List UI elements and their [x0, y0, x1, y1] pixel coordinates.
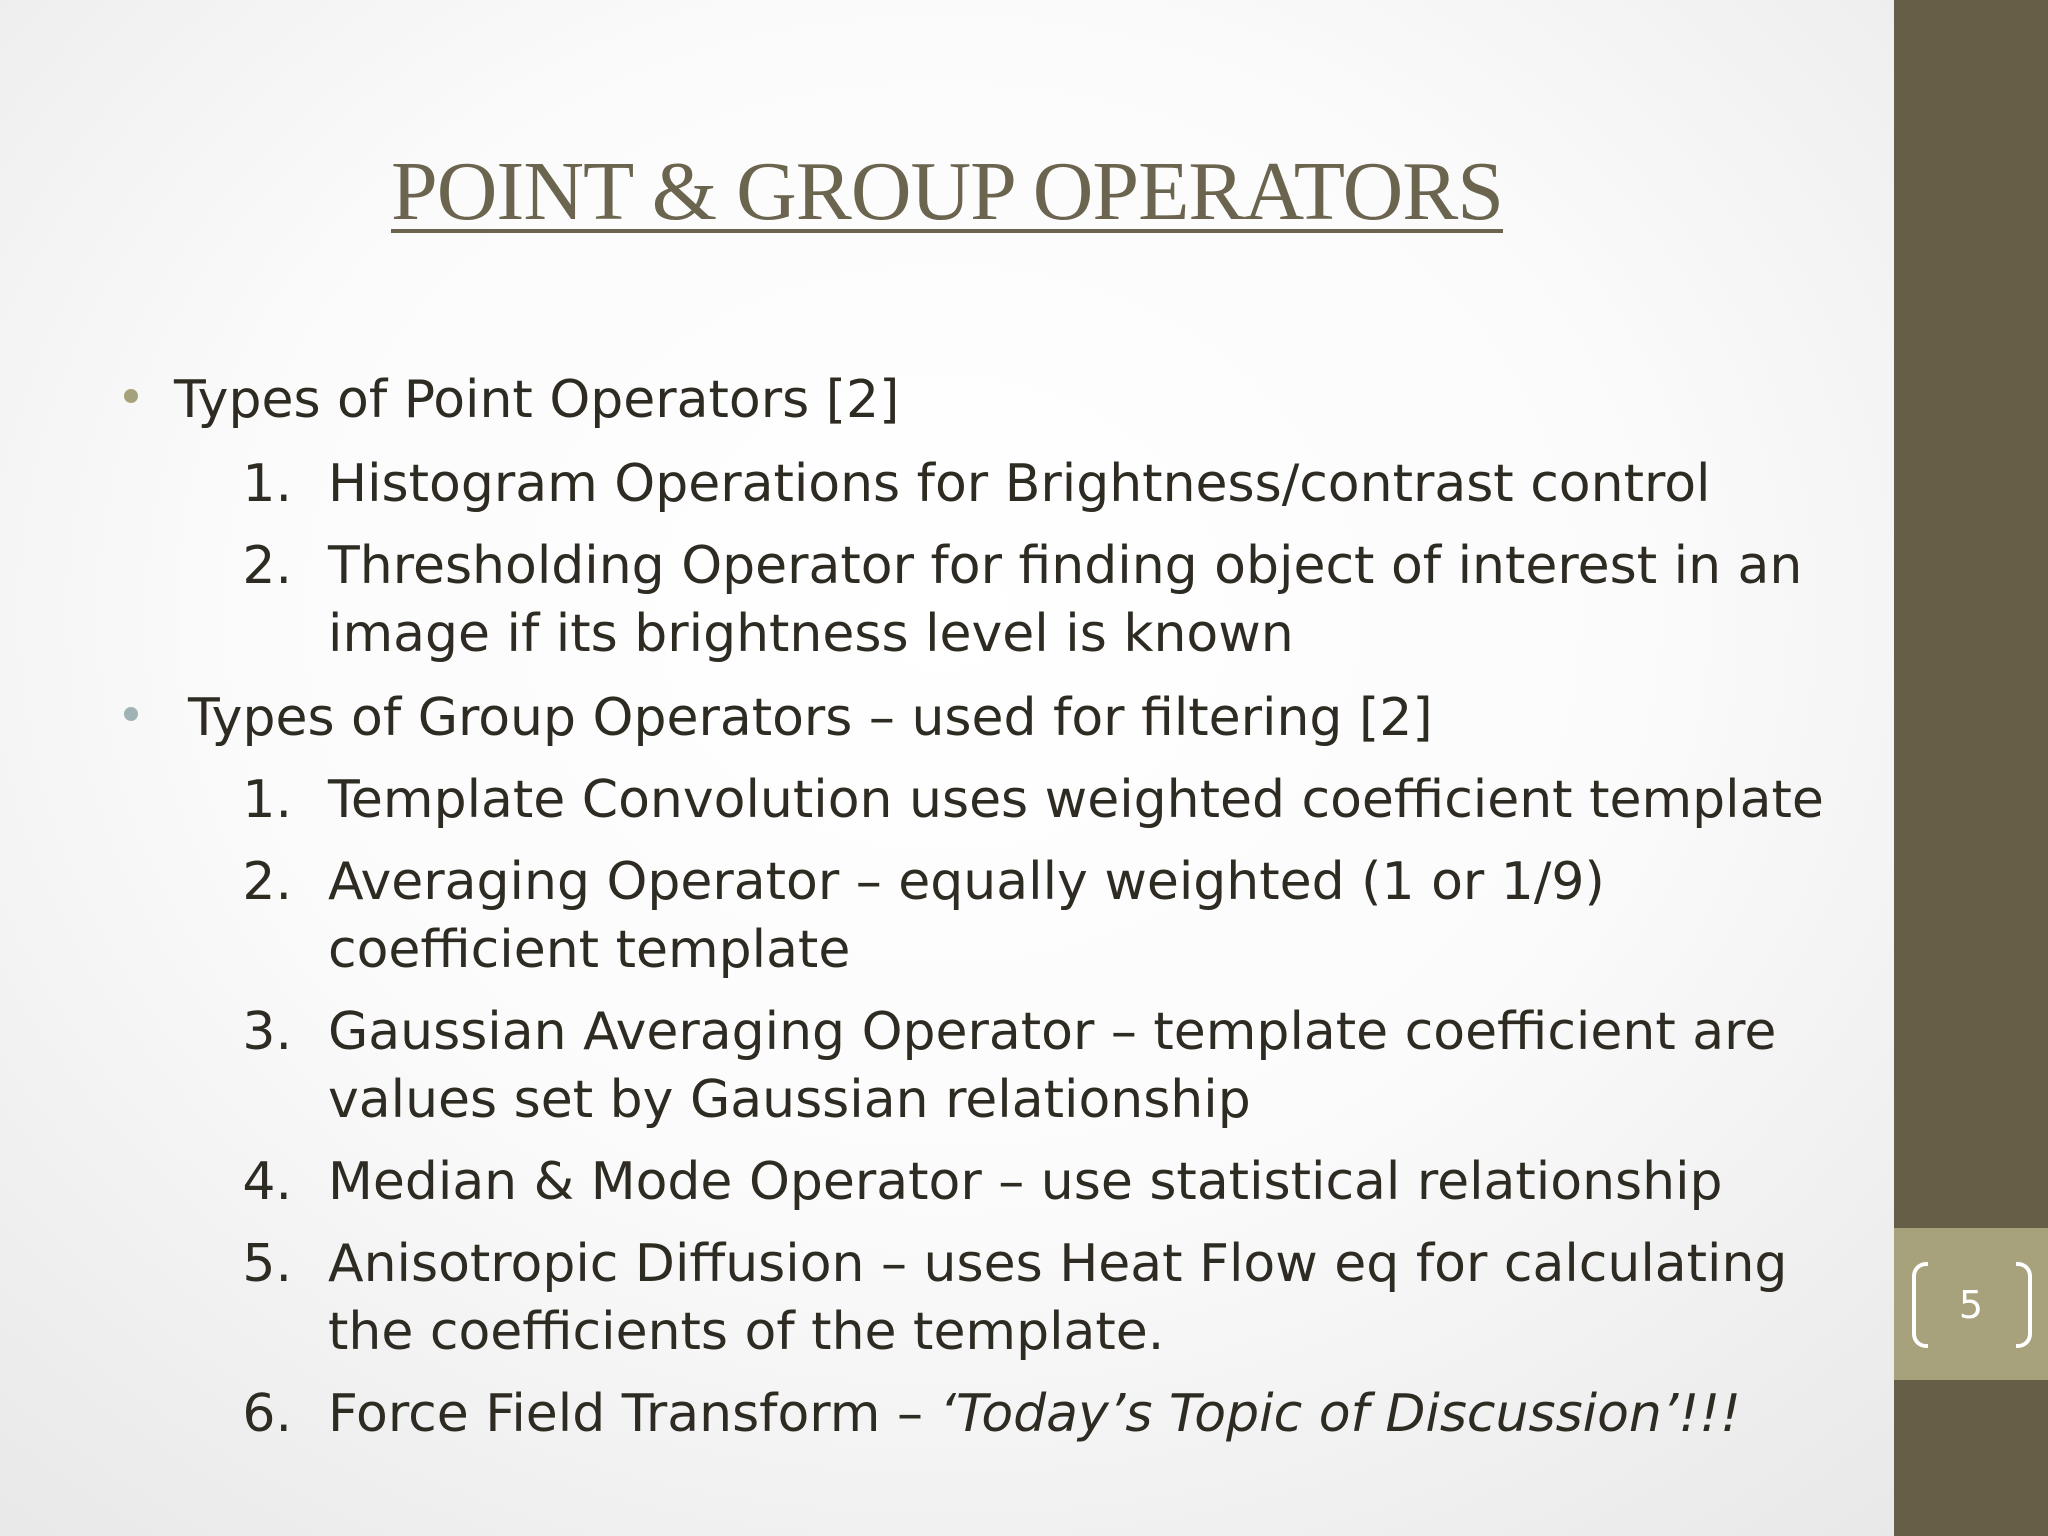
bullet-heading: Types of Point Operators [2] — [174, 370, 900, 430]
list-text — [328, 1380, 1868, 1448]
list-text: Template Convolution uses weighted coefficient template — [328, 770, 1824, 830]
slide-title: POINT & GROUP OPERATORS — [390, 145, 1504, 238]
list-number: 3. — [242, 1002, 292, 1062]
bracket-right-icon — [2016, 1262, 2032, 1348]
page-number-tab — [1894, 1228, 2048, 1380]
list-number: 5. — [242, 1234, 292, 1294]
list-text: Thresholding Operator for finding object of interest in an image if its brightness level is known — [328, 536, 1803, 664]
bullet-dot-icon — [124, 389, 138, 403]
list-number: 2. — [242, 536, 292, 596]
list-number: 2. — [242, 852, 292, 912]
list-number: 1. — [242, 454, 292, 514]
bullet-dot-icon — [124, 707, 138, 721]
bullet-heading: Types of Group Operators – used for filtering [2] — [188, 688, 1433, 748]
list-text-emphasis: ‘Today’s Topic of Discussion’!!! — [939, 1384, 1741, 1444]
list-text: Histogram Operations for Brightness/contrast control — [328, 454, 1711, 514]
list-number: 6. — [242, 1384, 292, 1444]
list-text: Median & Mode Operator – use statistical relationship — [328, 1152, 1723, 1212]
list-number: 1. — [242, 770, 292, 830]
page-number: 5 — [1958, 1283, 1984, 1327]
list-text: Anisotropic Diffusion – uses Heat Flow eq for calculating the coefficients of the template. — [328, 1234, 1788, 1362]
list-text: Gaussian Averaging Operator – template coefficient are values set by Gaussian relationship — [328, 1002, 1777, 1130]
list-text: Averaging Operator – equally weighted (1 or 1/9) coefficient template — [328, 852, 1605, 980]
list-number: 4. — [242, 1152, 292, 1212]
list-text-prefix: Force Field Transform – — [328, 1384, 940, 1444]
